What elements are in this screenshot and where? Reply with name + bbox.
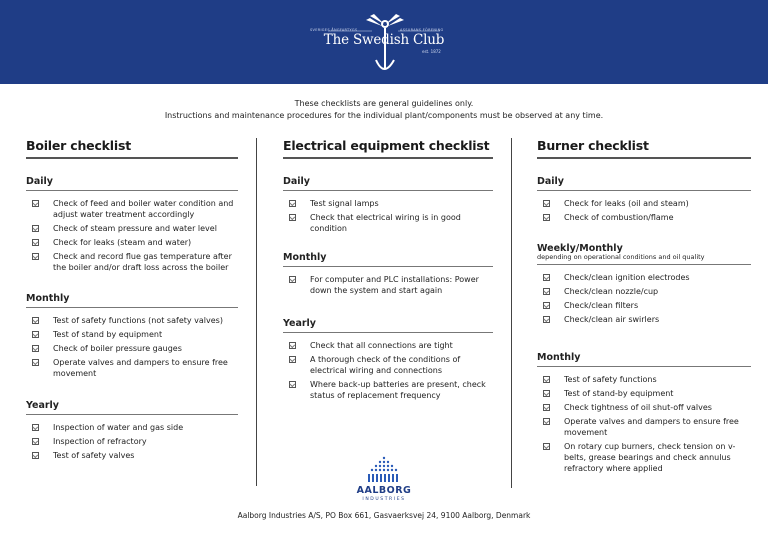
burner-weekly-monthly-subtitle: depending on operational conditions and oil quality <box>537 253 751 265</box>
boiler-monthly-item-text: Operate valves and dampers to ensure free movement <box>53 358 228 378</box>
boiler-yearly-item <box>26 422 238 433</box>
boiler-monthly-item <box>26 357 238 379</box>
burner-monthly-item-text: Test of stand-by equipment <box>564 389 674 398</box>
checkbox-icon[interactable] <box>543 376 550 383</box>
boiler-monthly-list <box>26 315 238 379</box>
checkbox-icon[interactable] <box>32 331 39 338</box>
burner-checklist <box>537 138 751 473</box>
boiler-daily-item <box>26 198 238 220</box>
burner-monthly-item-text: Check tightness of oil shut-off valves <box>564 403 712 412</box>
boiler-daily-item <box>26 251 238 273</box>
checkbox-icon[interactable] <box>32 359 39 366</box>
boiler-yearly-section <box>26 400 238 464</box>
electrical-daily-section <box>283 176 493 237</box>
boiler-monthly-section <box>26 293 238 382</box>
checkbox-icon[interactable] <box>289 214 296 221</box>
logo-title: The Swedish Club <box>323 32 445 48</box>
logo-small-right: ASSURANS FÖRENING <box>400 28 444 32</box>
boiler-daily-list <box>26 198 238 273</box>
boiler-checklist <box>26 138 238 460</box>
burner-monthly-item-text: Test of safety functions <box>564 375 657 384</box>
checkbox-icon[interactable] <box>32 317 39 324</box>
electrical-yearly-item <box>283 354 493 376</box>
boiler-monthly-title: Monthly <box>26 293 238 308</box>
electrical-checklist-title: Electrical equipment checklist <box>283 138 493 159</box>
boiler-yearly-title: Yearly <box>26 400 238 415</box>
logo-established: est. 1872 <box>422 49 441 54</box>
aalborg-brand-sub: INDUSTRIES <box>362 497 406 502</box>
electrical-monthly-item <box>283 274 493 296</box>
logo-small-left: SVERIGES ÅNGFARTYGS <box>310 28 358 32</box>
aalborg-brand: AALBORG <box>356 485 412 496</box>
checkbox-icon[interactable] <box>32 225 39 232</box>
electrical-yearly-item <box>283 340 493 351</box>
checkbox-icon[interactable] <box>543 443 550 450</box>
burner-monthly-item-text: On rotary cup burners, check tension on v-belts, grease bearings and check annulus refractory where applied <box>564 442 736 473</box>
boiler-monthly-item <box>26 329 238 340</box>
burner-daily-list <box>537 198 751 223</box>
boiler-yearly-item <box>26 450 238 461</box>
boiler-daily-section <box>26 176 238 276</box>
burner-weekly-monthly-section <box>537 243 751 328</box>
boiler-monthly-item-text: Check of boiler pressure gauges <box>53 344 182 353</box>
burner-daily-section <box>537 176 751 226</box>
checkbox-icon[interactable] <box>543 288 550 295</box>
burner-monthly-list <box>537 374 751 474</box>
boiler-daily-item <box>26 237 238 248</box>
checkbox-icon[interactable] <box>289 381 296 388</box>
aalborg-dots-icon <box>346 455 422 485</box>
footer-address: Aalborg Industries A/S, PO Box 661, Gasvaerksvej 24, 9100 Aalborg, Denmark <box>237 511 531 520</box>
electrical-daily-item <box>283 198 493 209</box>
burner-monthly-title: Monthly <box>537 352 751 367</box>
electrical-yearly-item-text: A thorough check of the conditions of electrical wiring and connections <box>310 355 461 375</box>
checkbox-icon[interactable] <box>543 418 550 425</box>
burner-daily-item <box>537 198 751 209</box>
electrical-yearly-list <box>283 340 493 401</box>
electrical-monthly-section <box>283 252 493 299</box>
checkbox-icon[interactable] <box>543 404 550 411</box>
column-divider-2 <box>511 138 512 488</box>
burner-weekly-monthly-title: Weekly/Monthly <box>537 243 623 254</box>
burner-weekly-monthly-item <box>537 272 751 283</box>
electrical-monthly-item-text: For computer and PLC installations: Power down the system and start again <box>310 275 479 295</box>
checkbox-icon[interactable] <box>32 438 39 445</box>
electrical-daily-title: Daily <box>283 176 493 191</box>
boiler-daily-item-text: Check for leaks (steam and water) <box>53 238 192 247</box>
checkbox-icon[interactable] <box>543 200 550 207</box>
electrical-monthly-title: Monthly <box>283 252 493 267</box>
burner-monthly-item <box>537 402 751 413</box>
boiler-monthly-item <box>26 315 238 326</box>
electrical-yearly-section <box>283 318 493 404</box>
burner-weekly-monthly-item-text: Check/clean nozzle/cup <box>564 287 659 296</box>
burner-weekly-monthly-item <box>537 300 751 311</box>
burner-monthly-item-text: Operate valves and dampers to ensure free movement <box>564 417 739 437</box>
column-divider-1 <box>256 138 257 486</box>
boiler-daily-item-text: Check and record flue gas temperature after the boiler and/or draft loss across the boiler <box>53 252 232 272</box>
burner-daily-item-text: Check for leaks (oil and steam) <box>564 199 689 208</box>
boiler-checklist-title: Boiler checklist <box>26 138 238 159</box>
checkbox-icon[interactable] <box>32 253 39 260</box>
burner-weekly-monthly-list <box>537 272 751 325</box>
checkbox-icon[interactable] <box>32 200 39 207</box>
electrical-yearly-item <box>283 379 493 401</box>
boiler-daily-title: Daily <box>26 176 238 191</box>
checkbox-icon[interactable] <box>32 452 39 459</box>
checkbox-icon[interactable] <box>289 342 296 349</box>
boiler-monthly-item <box>26 343 238 354</box>
boiler-daily-item-text: Check of steam pressure and water level <box>53 224 217 233</box>
burner-monthly-section <box>537 352 751 477</box>
burner-monthly-item <box>537 416 751 438</box>
aalborg-logo <box>346 455 422 511</box>
electrical-yearly-item-text: Check that all connections are tight <box>310 341 453 350</box>
burner-weekly-monthly-item <box>537 286 751 297</box>
checkbox-icon[interactable] <box>543 390 550 397</box>
checkbox-icon[interactable] <box>289 200 296 207</box>
intro-line-1: These checklists are general guidelines only. <box>294 99 474 108</box>
checkbox-icon[interactable] <box>289 356 296 363</box>
boiler-yearly-list <box>26 422 238 461</box>
checkbox-icon[interactable] <box>32 345 39 352</box>
burner-weekly-monthly-item-text: Check/clean ignition electrodes <box>564 273 690 282</box>
electrical-daily-item <box>283 212 493 234</box>
checkbox-icon[interactable] <box>543 274 550 281</box>
burner-weekly-monthly-item <box>537 314 751 325</box>
boiler-daily-item-text: Check of feed and boiler water condition and adjust water treatment accordingly <box>53 199 234 219</box>
boiler-monthly-item-text: Test of safety functions (not safety valves) <box>53 316 223 325</box>
boiler-monthly-item-text: Test of stand by equipment <box>53 330 163 339</box>
electrical-daily-item-text: Test signal lamps <box>310 199 379 208</box>
burner-checklist-title: Burner checklist <box>537 138 751 159</box>
boiler-yearly-item-text: Test of safety valves <box>53 451 135 460</box>
intro-text <box>0 98 768 122</box>
burner-weekly-monthly-item-text: Check/clean filters <box>564 301 639 310</box>
header-banner <box>0 0 768 84</box>
boiler-yearly-item-text: Inspection of water and gas side <box>53 423 184 432</box>
boiler-daily-item <box>26 223 238 234</box>
electrical-checklist <box>283 138 493 400</box>
checkbox-icon[interactable] <box>289 276 296 283</box>
electrical-daily-item-text: Check that electrical wiring is in good condition <box>310 213 461 233</box>
checkbox-icon[interactable] <box>543 214 550 221</box>
swedish-club-logo <box>310 10 450 76</box>
checkbox-icon[interactable] <box>32 239 39 246</box>
checkbox-icon[interactable] <box>32 424 39 431</box>
boiler-yearly-item-text: Inspection of refractory <box>53 437 147 446</box>
burner-monthly-item <box>537 441 751 474</box>
burner-daily-item <box>537 212 751 223</box>
intro-line-2: Instructions and maintenance procedures for the individual plant/components must be observed at any time. <box>164 111 604 120</box>
burner-monthly-item <box>537 388 751 399</box>
electrical-monthly-list <box>283 274 493 296</box>
burner-weekly-monthly-item-text: Check/clean air swirlers <box>564 315 660 324</box>
checkbox-icon[interactable] <box>543 302 550 309</box>
electrical-daily-list <box>283 198 493 234</box>
electrical-yearly-item-text: Where back-up batteries are present, check status of replacement frequency <box>310 380 486 400</box>
checkbox-icon[interactable] <box>543 316 550 323</box>
burner-daily-title: Daily <box>537 176 751 191</box>
burner-daily-item-text: Check of combustion/flame <box>564 213 674 222</box>
electrical-yearly-title: Yearly <box>283 318 493 333</box>
boiler-yearly-item <box>26 436 238 447</box>
burner-monthly-item <box>537 374 751 385</box>
